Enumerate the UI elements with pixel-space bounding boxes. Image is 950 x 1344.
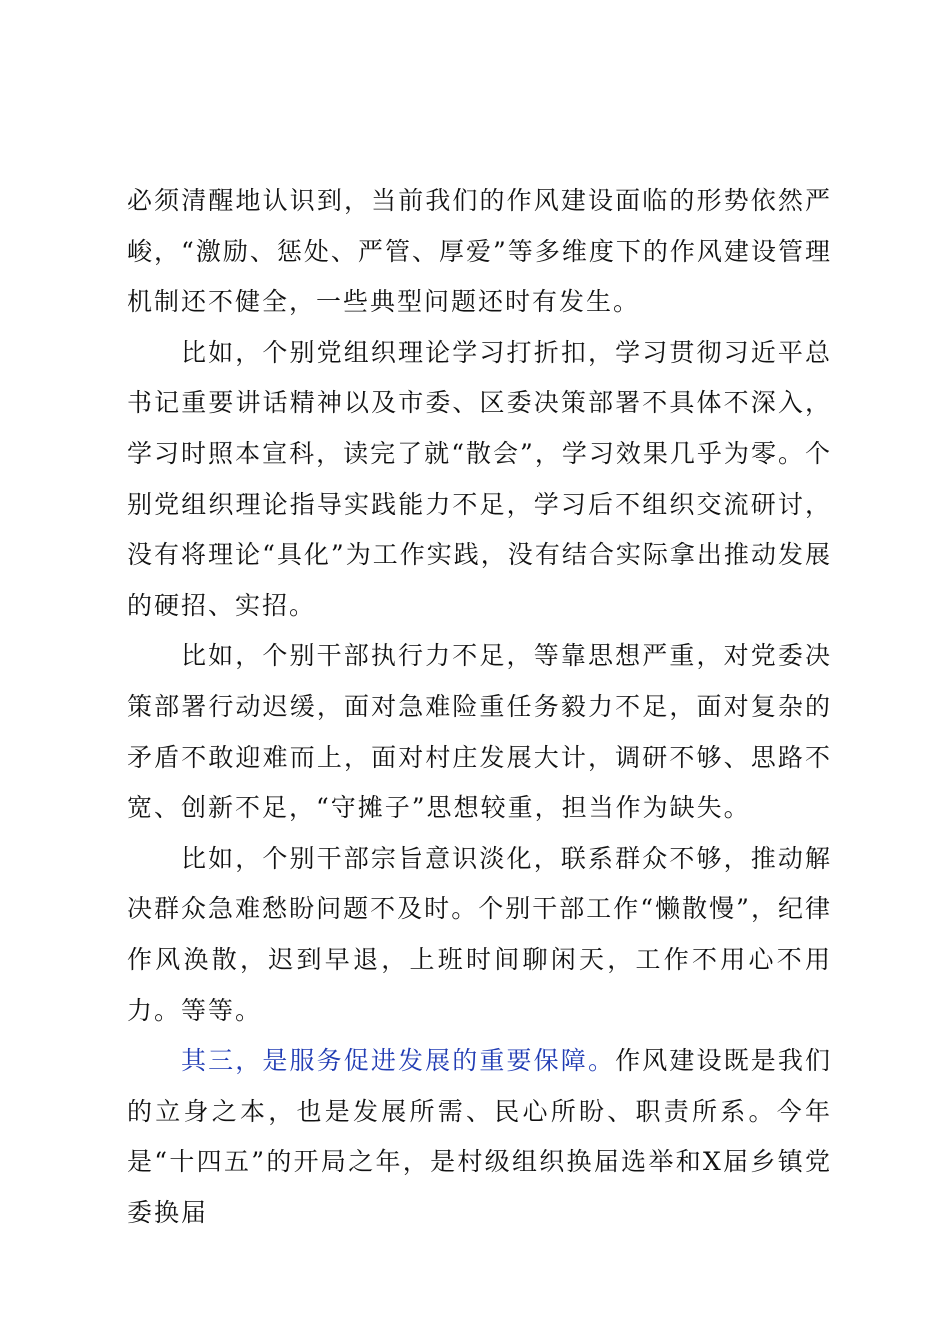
paragraph-5 — [127, 1036, 832, 1238]
document-body — [127, 176, 832, 1238]
paragraph-4: 比如，个别干部宗旨意识淡化，联系群众不够，推动解决群众急难愁盼问题不及时。个别干部工作“懒散慢”，纪律作风涣散，迟到早退，上班时间聊闲天，工作不用心不用力。等等。 — [127, 843, 832, 1025]
paragraph-1: 必须清醒地认识到，当前我们的作风建设面临的形势依然严峻，“激励、惩处、严管、厚爱”等多维度下的作风建设管理机制还不健全，一些典型问题还时有发生。 — [127, 186, 832, 317]
section-heading-highlight: 其三，是服务促进发展的重要保障。 — [181, 1046, 616, 1076]
paragraph-5-body: 作风建设既是我们的立身之本，也是发展所需、民心所盼、职责所系。今年是“十四五”的开局之年，是村级组织换届选举和X届乡镇党委换届 — [127, 1046, 832, 1227]
paragraph-3: 比如，个别干部执行力不足，等靠思想严重，对党委决策部署行动迟缓，面对急难险重任务毅力不足，面对复杂的矛盾不敢迎难而上，面对村庄发展大计，调研不够、思路不宽、创新不足，“守摊子”思想较重，担当作为缺失。 — [127, 641, 832, 823]
paragraph-2: 比如，个别党组织理论学习打折扣，学习贯彻习近平总书记重要讲话精神以及市委、区委决策部署不具体不深入，学习时照本宣科，读完了就“散会”，学习效果几乎为零。个别党组织理论指导实践能力不足，学习后不组织交流研讨，没有将理论“具化”为工作实践，没有结合实际拿出推动发展的硬招、实招。 — [127, 337, 832, 620]
